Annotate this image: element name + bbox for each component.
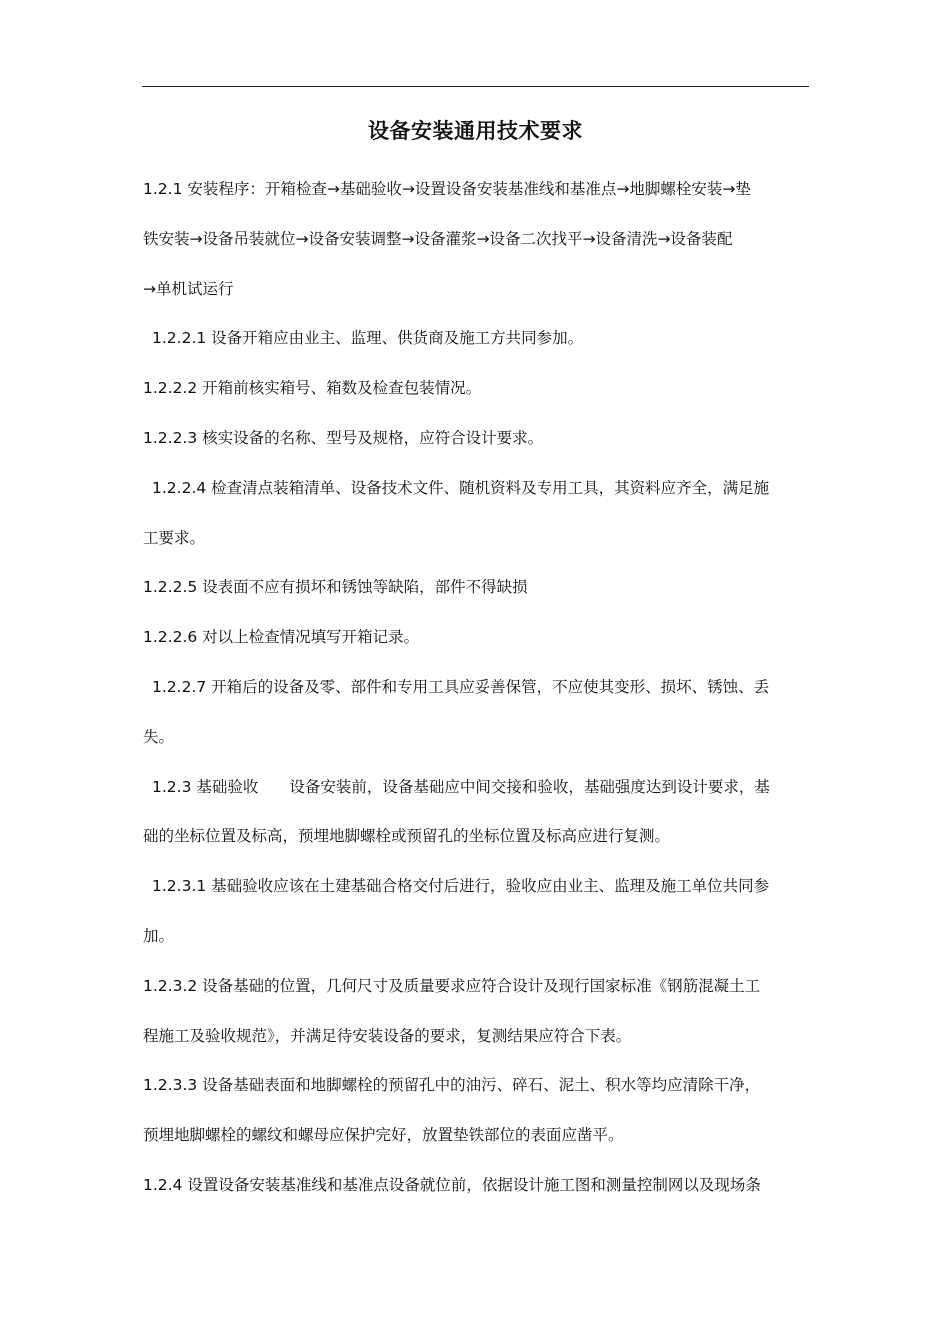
text-line-18: 程施工及验收规范》，并满足待安装设备的要求，复测结果应符合下表。 [143,1026,632,1045]
text-line-12: 失。 [143,727,175,746]
text-line-16: 加。 [143,926,175,945]
text-line-3: →单机试运行 [143,279,234,298]
text-line-5: 1.2.2.2 开箱前核实箱号、箱数及检查包装情况。 [143,379,482,398]
document-title: 设备安装通用技术要求 [368,119,583,143]
text-line-1: 1.2.1 安装程序：开箱检查→基础验收→设置设备安装基准线和基准点→地脚螺栓安装→垫 [143,180,751,198]
header-rule [142,86,809,87]
text-line-21: 1.2.4 设置设备安装基准线和基准点设备就位前，依据设计施工图和测量控制网以及现场条 [143,1175,761,1194]
text-line-7: 1.2.2.4 检查清点装箱清单、设备技术文件、随机资料及专用工具，其资料应齐全，满足施 [152,478,770,497]
text-line-8: 工要求。 [143,528,206,547]
text-line-14: 础的坐标位置及标高，预埋地脚螺栓或预留孔的坐标位置及标高应进行复测。 [143,827,671,846]
text-line-15: 1.2.3.1 基础验收应该在土建基础合格交付后进行，验收应由业主、监理及施工单位共同参 [152,877,770,896]
text-line-11: 1.2.2.7 开箱后的设备及零、部件和专用工具应妥善保管，不应使其变形、损坏、锈蚀、丢 [152,677,770,696]
text-line-6: 1.2.2.3 核实设备的名称、型号及规格，应符合设计要求。 [143,428,544,447]
text-line-4: 1.2.2.1 设备开箱应由业主、监理、供货商及施工方共同参加。 [152,329,584,348]
document-body [143,165,810,1211]
text-line-2: 铁安装→设备吊装就位→设备安装调整→设备灌浆→设备二次找平→设备清洗→设备装配 [143,229,733,248]
text-line-13: 1.2.3 基础验收 设备安装前，设备基础应中间交接和验收，基础强度达到设计要求，基 [152,777,770,796]
text-line-9: 1.2.2.5 设表面不应有损坏和锈蚀等缺陷，部件不得缺损 [143,578,528,597]
text-line-17: 1.2.3.2 设备基础的位置，几何尺寸及质量要求应符合设计及现行国家标准《钢筋混凝土工 [143,976,761,995]
text-line-10: 1.2.2.6 对以上检查情况填写开箱记录。 [143,628,420,647]
text-line-19: 1.2.3.3 设备基础表面和地脚螺栓的预留孔中的油污、碎石、泥土、积水等均应清除干净， [143,1076,761,1095]
text-line-20: 预埋地脚螺栓的螺纹和螺母应保护完好，放置垫铁部位的表面应凿平。 [143,1126,624,1145]
